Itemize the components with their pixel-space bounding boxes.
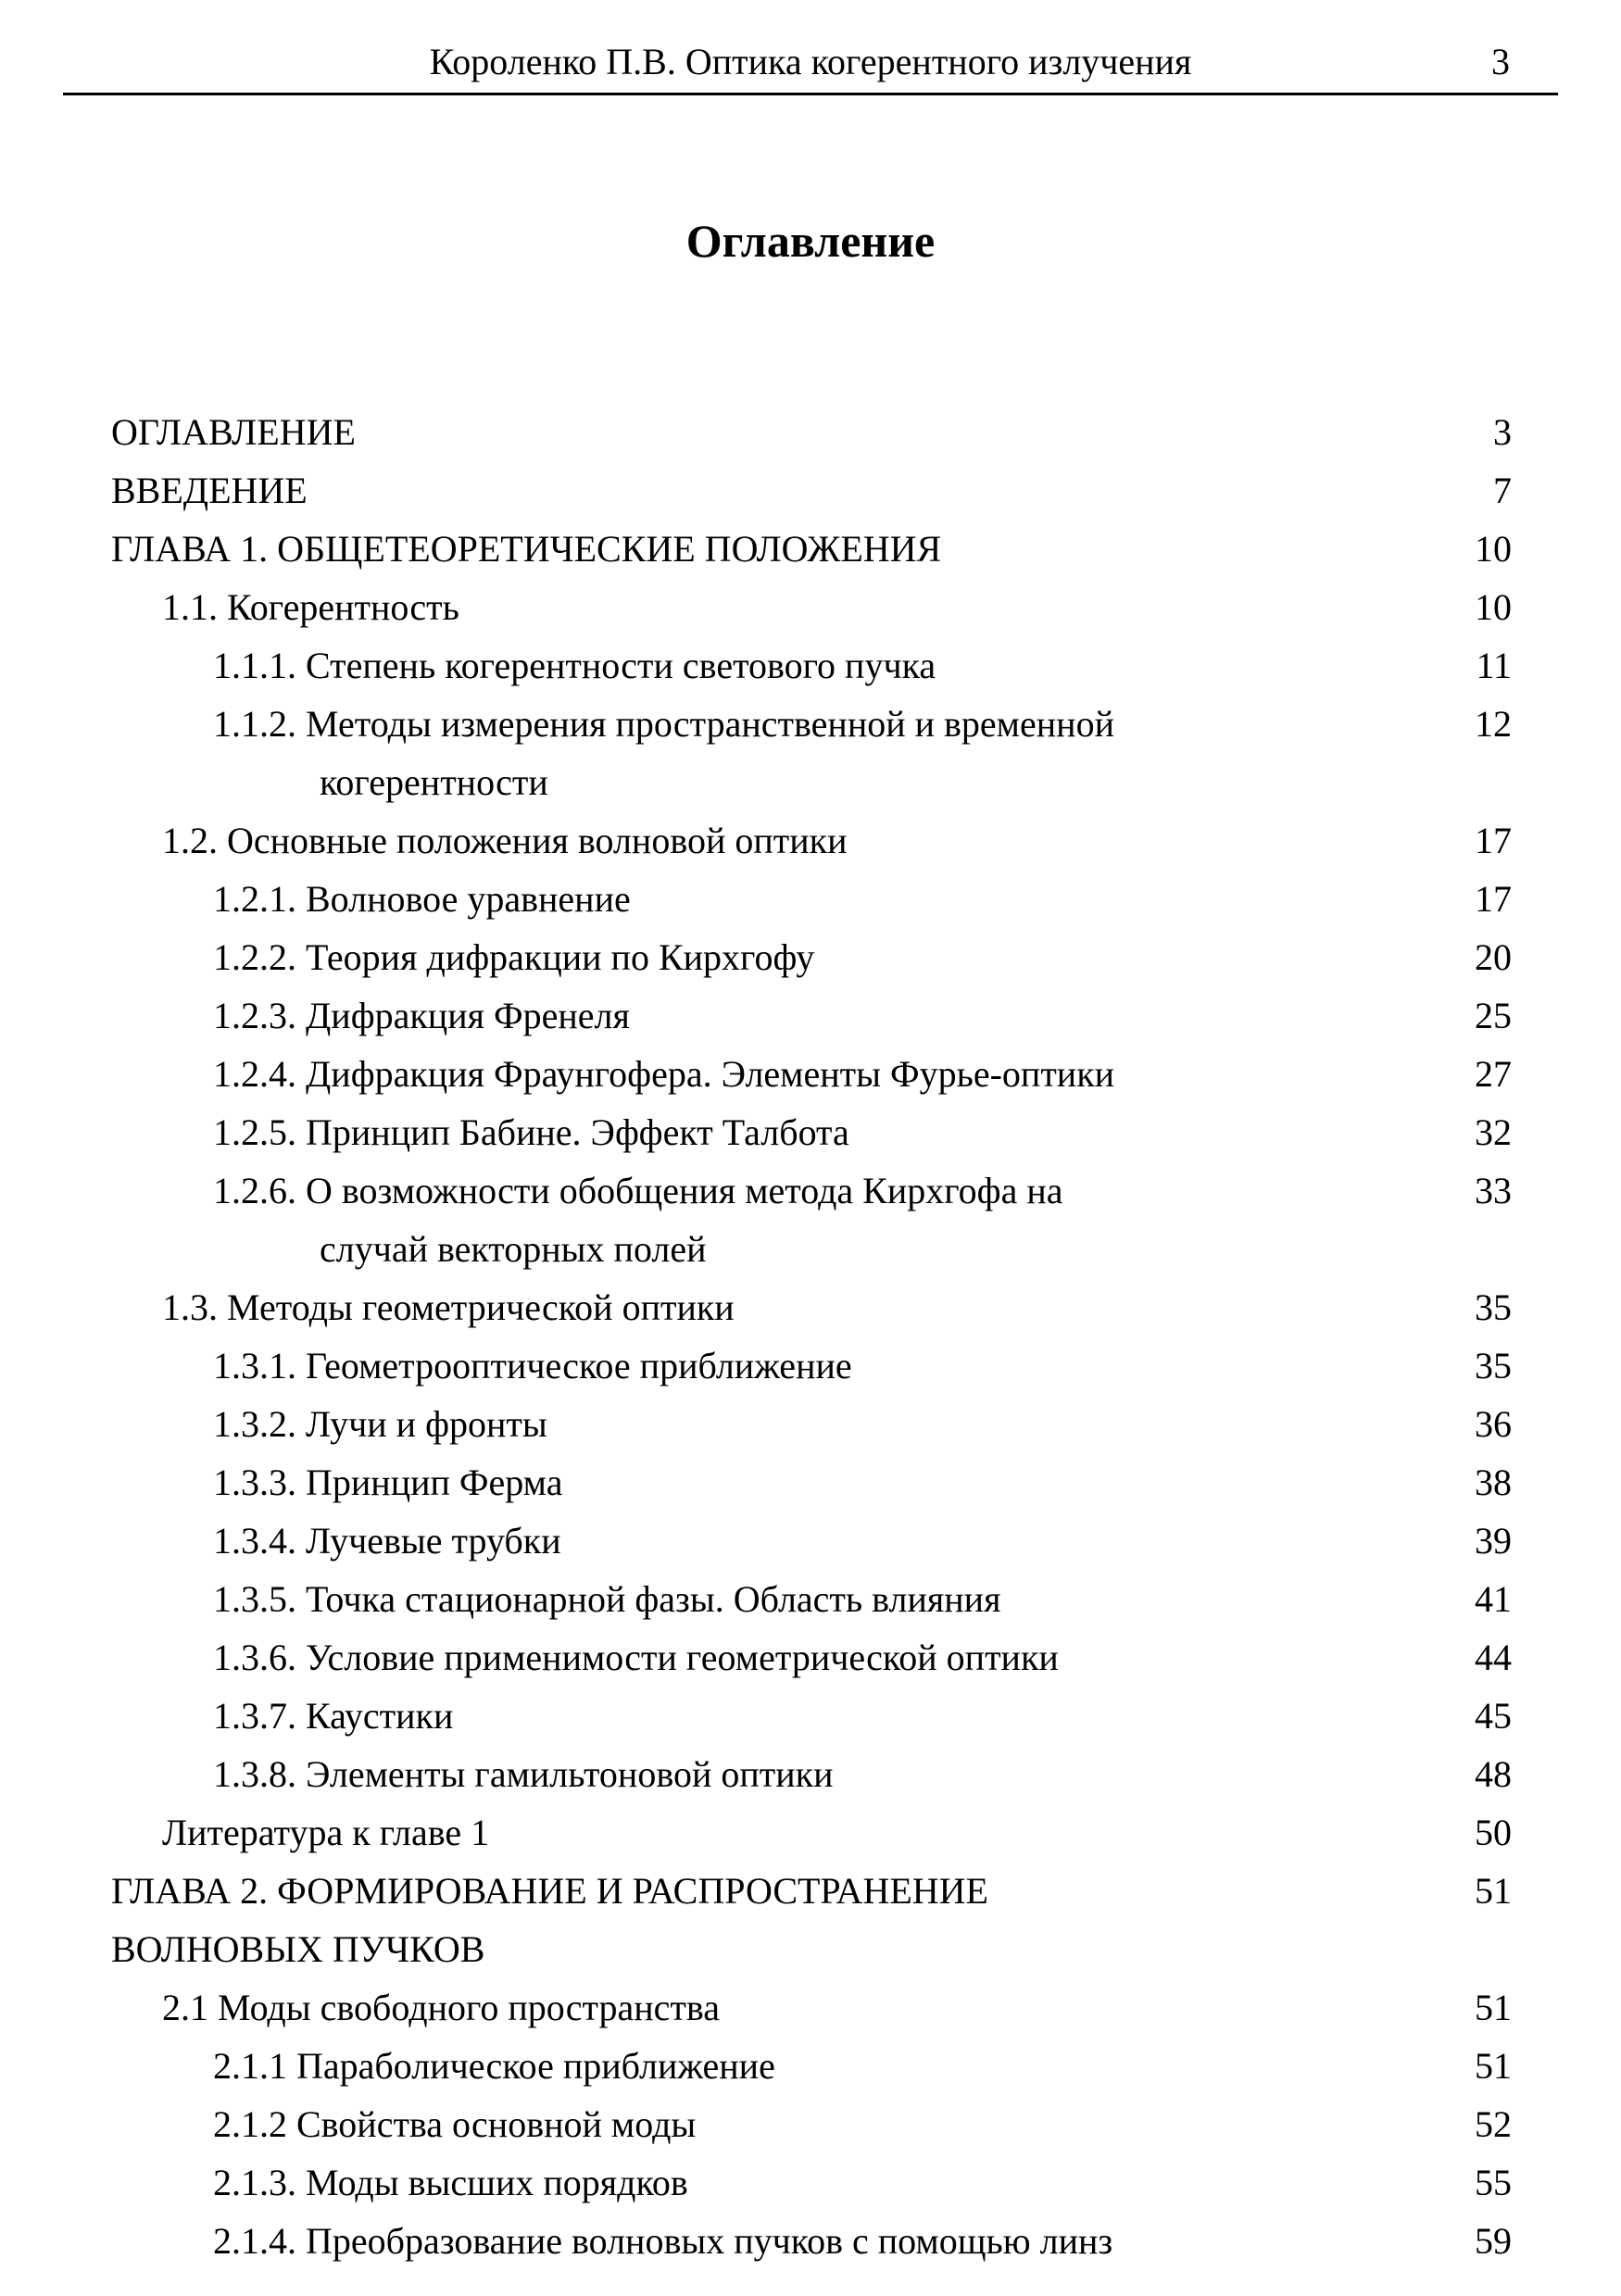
toc-entry-page-number: 48 [1475,1753,1512,1795]
toc-entry-line: 1.1.1. Степень когерентности светового пучка [213,645,936,686]
toc-entry [63,520,1512,578]
toc-entry-line: 2.1.1 Параболическое приближение [213,2045,775,2087]
toc-entry-page-number: 38 [1475,1462,1512,1503]
toc-entry-page-number: 12 [1475,703,1512,745]
toc-entry-page-number: 33 [1475,1170,1512,1211]
toc-entry-title [63,1395,1419,1453]
toc-entry-title [63,403,1419,461]
toc-entry-page-number: 10 [1475,586,1512,628]
toc-entry-page-number: 51 [1475,1870,1512,1912]
toc-entry [63,695,1512,811]
toc-entry [63,1453,1512,1512]
toc-entry-page-number: 50 [1475,1812,1512,1853]
toc-entry [63,1512,1512,1570]
toc-entry-line: случай векторных полей [320,1228,707,1270]
toc-entry-line: Литература к главе 1 [162,1812,490,1853]
toc-entry-page-number: 45 [1475,1695,1512,1737]
toc-entry-page-number: 35 [1475,1345,1512,1386]
toc-entry-line: ВВЕДЕНИЕ [111,470,308,511]
toc-entry-title [63,2212,1419,2270]
toc-entry [63,1803,1512,1862]
toc-entry-line: 1.2.6. О возможности обобщения метода Кирхгофа на [213,1170,1063,1211]
toc-entry [63,2037,1512,2095]
toc-entry-page-number: 32 [1475,1111,1512,1153]
toc-entry [63,1978,1512,2037]
toc-entry [63,1395,1512,1453]
toc-entry-line: 2.1.2 Свойства основной моды [213,2103,697,2145]
toc-entry-page-number: 25 [1475,995,1512,1036]
toc-entry-line: ГЛАВА 1. ОБЩЕТЕОРЕТИЧЕСКИЕ ПОЛОЖЕНИЯ [111,528,942,570]
toc-entry [63,1045,1512,1103]
header-page-number: 3 [1491,41,1510,82]
toc-entry-page-number: 51 [1475,1987,1512,2028]
toc-entry-line: 1.2.3. Дифракция Френеля [213,995,630,1036]
toc-entry [63,461,1512,520]
toc-entry-page-number: 20 [1475,936,1512,978]
toc-entry-page-number: 36 [1475,1403,1512,1445]
toc-entry-page-number: 41 [1475,1578,1512,1620]
toc-entry [63,1103,1512,1161]
toc-entry [63,2153,1512,2212]
toc-entry [63,1570,1512,1628]
toc-entry [63,403,1512,461]
toc-entry-title [63,1161,1419,1278]
toc-entry-line: 1.2.4. Дифракция Фраунгофера. Элементы Фурье-оптики [213,1053,1115,1095]
toc-entry-line: 1.2.5. Принцип Бабине. Эффект Талбота [213,1111,849,1153]
toc-entry [63,1862,1512,1978]
running-title: Короленко П.В. Оптика когерентного излучения [429,41,1192,82]
toc-entry-title [63,461,1419,520]
toc-entry [63,1278,1512,1336]
toc-entry-line: 2.1.4. Преобразование волновых пучков с помощью линз [213,2220,1113,2262]
toc-entry-page-number: 35 [1475,1286,1512,1328]
toc-entry-title [63,2037,1419,2095]
toc-entry-title [63,1862,1419,1978]
header-rule [63,93,1558,95]
toc-entry-line: 2.1.3. Моды высших порядков [213,2162,688,2203]
toc-entry-line: 1.3.3. Принцип Ферма [213,1462,563,1503]
toc-entry-title [63,1978,1419,2037]
toc-entry-title [63,636,1419,695]
toc-entry-title [63,1045,1419,1103]
toc-entry-line: 1.3.7. Каустики [213,1695,454,1737]
toc-entry-page-number: 52 [1475,2103,1512,2145]
toc-entry-page-number: 17 [1475,820,1512,861]
toc-entry-page-number: 39 [1475,1520,1512,1562]
toc-entry [63,1687,1512,1745]
toc-entry-line: 1.3.2. Лучи и фронты [213,1403,547,1445]
toc-entry-line: 1.3.4. Лучевые трубки [213,1520,561,1562]
toc-entry-line: 1.3.8. Элементы гамильтоновой оптики [213,1753,834,1795]
toc-entry-line: 1.3.5. Точка стационарной фазы. Область влияния [213,1578,1001,1620]
page-header [63,37,1558,87]
page-title: Оглавление [685,215,936,267]
toc-list [63,403,1558,2270]
toc-entry-page-number: 10 [1475,528,1512,570]
toc-entry [63,811,1512,870]
toc-entry-line: 1.1. Когерентность [162,586,459,628]
toc-entry [63,1336,1512,1395]
toc-entry [63,636,1512,695]
toc-entry-page-number: 3 [1493,411,1512,453]
toc-entry-line: ГЛАВА 2. ФОРМИРОВАНИЕ И РАСПРОСТРАНЕНИЕ [111,1870,988,1912]
toc-entry-page-number: 59 [1475,2220,1512,2262]
toc-entry-title [63,1803,1419,1862]
toc-entry-title [63,870,1419,928]
toc-entry-title [63,1570,1419,1628]
toc-entry-title [63,986,1419,1045]
toc-entry-page-number: 55 [1475,2162,1512,2203]
toc-entry-title [63,1336,1419,1395]
toc-entry [63,928,1512,986]
toc-entry-page-number: 11 [1476,645,1512,686]
toc-entry-page-number: 7 [1493,470,1512,511]
toc-entry-page-number: 44 [1475,1637,1512,1678]
toc-entry-title [63,1512,1419,1570]
toc-entry-title [63,578,1419,636]
toc-entry [63,2212,1512,2270]
toc-entry-title [63,1453,1419,1512]
toc-entry-title [63,1687,1419,1745]
toc-entry-line: 1.2.1. Волновое уравнение [213,878,631,920]
toc-entry-line: 1.3.6. Условие применимости геометрической оптики [213,1637,1059,1678]
toc-entry-line: 1.1.2. Методы измерения пространственной и временной [213,703,1114,745]
toc-entry [63,986,1512,1045]
toc-entry-title [63,2153,1419,2212]
toc-entry-line: 1.2.2. Теория дифракции по Кирхгофу [213,936,815,978]
toc-entry-title [63,2095,1419,2153]
toc-entry [63,1745,1512,1803]
toc-entry-page-number: 27 [1475,1053,1512,1095]
toc-entry-title [63,1103,1419,1161]
toc-entry-line: когерентности [320,761,548,803]
toc-entry-line: ОГЛАВЛЕНИЕ [111,411,356,453]
toc-entry-page-number: 17 [1475,878,1512,920]
toc-entry-title [63,1278,1419,1336]
toc-entry [63,578,1512,636]
toc-entry-title [63,928,1419,986]
toc-entry [63,2095,1512,2153]
toc-entry-line: ВОЛНОВЫХ ПУЧКОВ [111,1928,485,1970]
toc-entry-title [63,695,1419,811]
toc-entry [63,870,1512,928]
toc-entry-line: 1.2. Основные положения волновой оптики [162,820,848,861]
toc-entry-title [63,520,1419,578]
toc-entry-line: 2.1 Моды свободного пространства [162,1987,721,2028]
toc-entry-title [63,1745,1419,1803]
toc-entry-page-number: 51 [1475,2045,1512,2087]
toc-entry [63,1161,1512,1278]
toc-entry-title [63,811,1419,870]
toc-entry-title [63,1628,1419,1687]
toc-entry [63,1628,1512,1687]
toc-entry-line: 1.3.1. Геометрооптическое приближение [213,1345,852,1386]
toc-entry-line: 1.3. Методы геометрической оптики [162,1286,735,1328]
